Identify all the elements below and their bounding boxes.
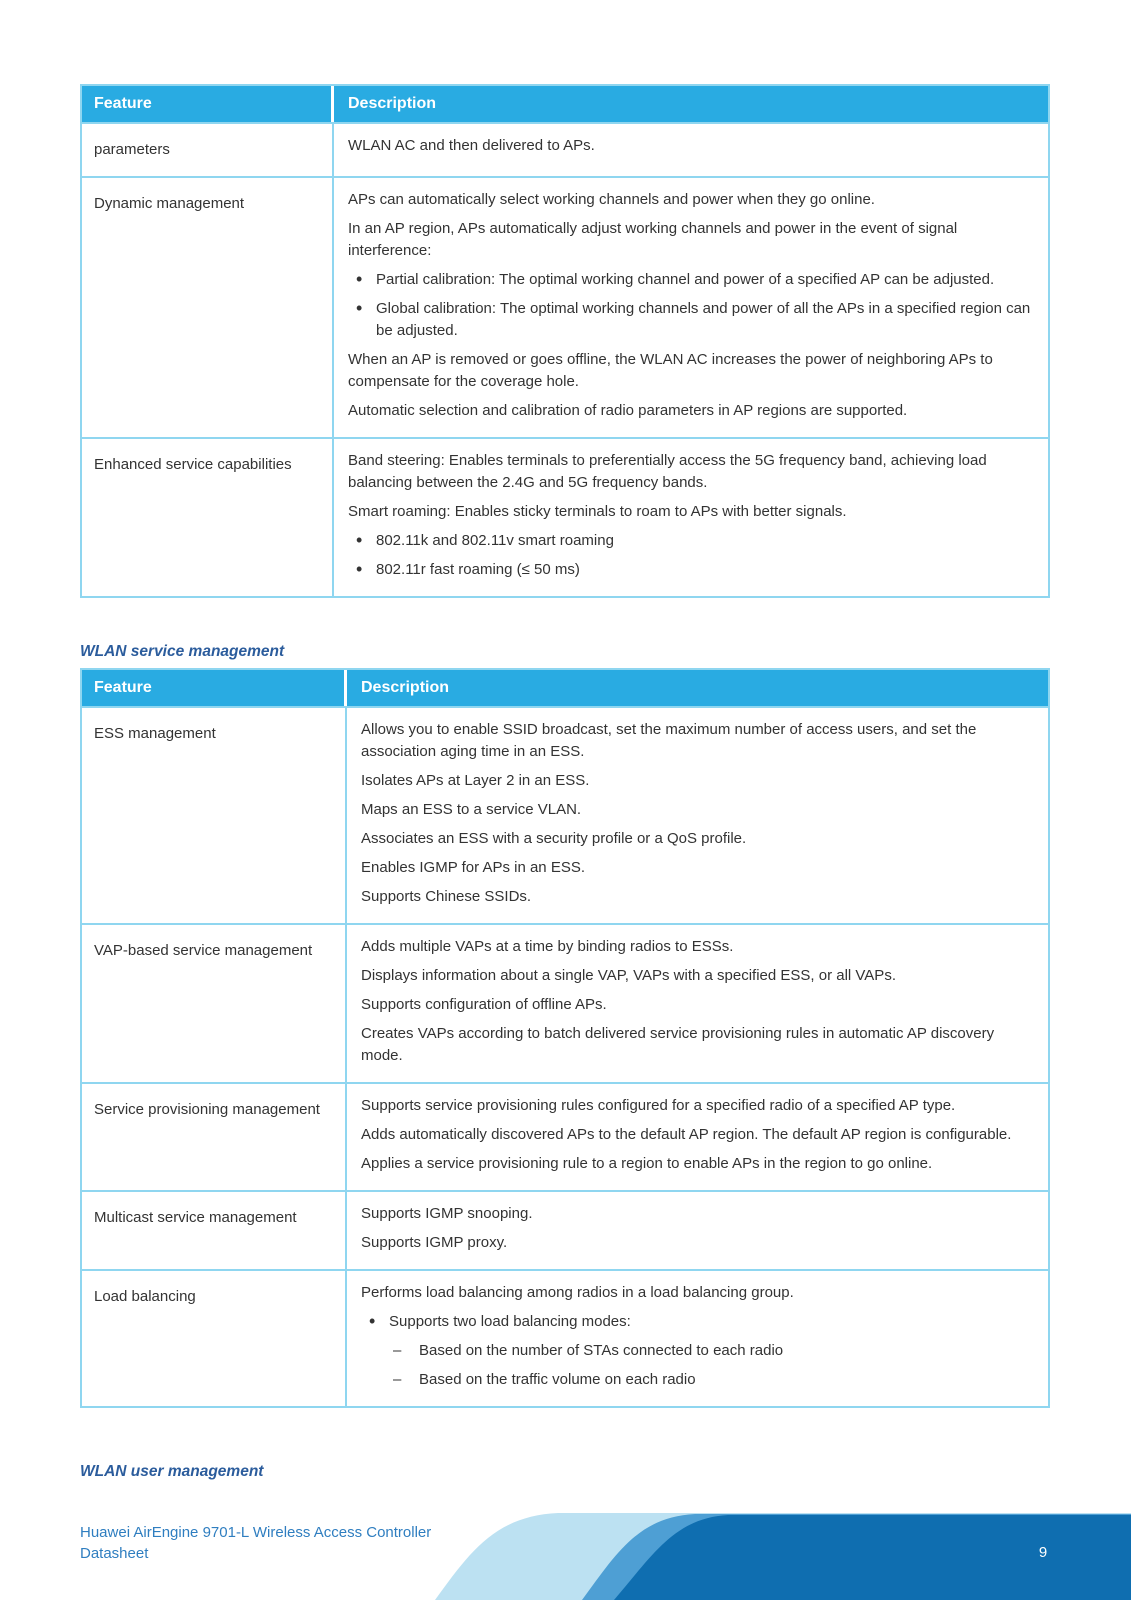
description-paragraph: Allows you to enable SSID broadcast, set the maximum number of access users, and set the association aging time in an ESS. xyxy=(361,721,977,760)
column-header-description: Description xyxy=(347,670,1048,706)
feature-cell xyxy=(82,1192,347,1269)
description-paragraph: Displays information about a single VAP, VAPs with a specified ESS, or all VAPs. xyxy=(361,967,896,984)
feature-cell xyxy=(82,178,334,437)
description-paragraph: When an AP is removed or goes offline, the WLAN AC increases the power of neighboring APs to compensate for the coverage hole. xyxy=(348,351,993,390)
description-paragraph: Automatic selection and calibration of radio parameters in AP regions are supported. xyxy=(348,402,908,419)
description-cell xyxy=(347,1084,1048,1190)
footer-title-line2: Datasheet xyxy=(80,1545,149,1562)
description-paragraph: Applies a service provisioning rule to a region to enable APs in the region to go online. xyxy=(361,1155,933,1172)
feature-label: Dynamic management xyxy=(94,195,245,212)
feature-cell xyxy=(82,439,334,596)
footer-document-title xyxy=(80,1522,431,1564)
table-row xyxy=(82,923,1048,1082)
footer-title-line1: Huawei AirEngine 9701-L Wireless Access Controller xyxy=(80,1524,432,1541)
column-header-feature: Feature xyxy=(82,86,334,122)
description-paragraph: Supports Chinese SSIDs. xyxy=(361,888,532,905)
column-header-description: Description xyxy=(334,86,1048,122)
table-header-row xyxy=(82,86,1048,122)
feature-label: VAP-based service management xyxy=(94,942,313,959)
description-cell xyxy=(334,439,1048,596)
feature-cell xyxy=(82,708,347,923)
description-paragraph: Band steering: Enables terminals to preferentially access the 5G frequency band, achieving load balancing between the 2.4G and 5G frequency bands. xyxy=(348,452,987,491)
table-row xyxy=(82,1082,1048,1190)
description-paragraph: WLAN AC and then delivered to APs. xyxy=(348,137,595,154)
description-paragraph: Adds automatically discovered APs to the default AP region. The default AP region is configurable. xyxy=(361,1126,1012,1143)
table-row xyxy=(82,176,1048,437)
column-header-feature: Feature xyxy=(82,670,347,706)
description-cell xyxy=(347,708,1048,923)
description-paragraph: In an AP region, APs automatically adjust working channels and power in the event of signal interference: xyxy=(348,220,958,259)
table-row xyxy=(82,122,1048,176)
description-bullet: • 802.11k and 802.11v smart roaming xyxy=(348,530,1034,552)
feature-label: Multicast service management xyxy=(94,1209,297,1226)
table-row xyxy=(82,1190,1048,1269)
description-sub-item: – Based on the traffic volume on each radio xyxy=(361,1369,1034,1391)
page-number: 9 xyxy=(1038,1544,1048,1561)
feature-label: parameters xyxy=(94,141,170,158)
description-bullet: • Global calibration: The optimal working channels and power of all the APs in a specified region can be adjusted. xyxy=(348,298,1034,342)
description-paragraph: Adds multiple VAPs at a time by binding radios to ESSs. xyxy=(361,938,734,955)
description-paragraph: Enables IGMP for APs in an ESS. xyxy=(361,859,586,876)
description-paragraph: Supports configuration of offline APs. xyxy=(361,996,607,1013)
description-cell xyxy=(347,1192,1048,1269)
feature-cell xyxy=(82,1271,347,1406)
description-bullet: • Supports two load balancing modes: xyxy=(361,1311,1034,1333)
feature-cell xyxy=(82,124,334,176)
feature-table-1 xyxy=(80,84,1050,598)
description-paragraph: Associates an ESS with a security profile or a QoS profile. xyxy=(361,830,747,847)
section-heading-wlan-user-management: WLAN user management xyxy=(80,1463,264,1480)
description-paragraph: Supports service provisioning rules configured for a specified radio of a specified AP type. xyxy=(361,1097,956,1114)
description-bullet: • Partial calibration: The optimal working channel and power of a specified AP can be adjusted. xyxy=(348,269,1034,291)
description-cell xyxy=(334,178,1048,437)
description-paragraph: APs can automatically select working channels and power when they go online. xyxy=(348,191,875,208)
footer-wave-graphic xyxy=(400,1490,1131,1600)
description-paragraph: Supports IGMP proxy. xyxy=(361,1234,508,1251)
table-row xyxy=(82,1269,1048,1406)
feature-cell xyxy=(82,925,347,1082)
description-cell xyxy=(334,124,1048,176)
section-heading-wlan-service-management: WLAN service management xyxy=(80,643,285,660)
description-sub-item: – Based on the number of STAs connected to each radio xyxy=(361,1340,1034,1362)
description-paragraph: Performs load balancing among radios in a load balancing group. xyxy=(361,1284,794,1301)
table-row xyxy=(82,706,1048,923)
description-paragraph: Isolates APs at Layer 2 in an ESS. xyxy=(361,772,590,789)
feature-label: Enhanced service capabilities xyxy=(94,456,292,473)
table-header-row xyxy=(82,670,1048,706)
feature-label: Load balancing xyxy=(94,1288,196,1305)
description-paragraph: Creates VAPs according to batch delivered service provisioning rules in automatic AP discovery mode. xyxy=(361,1025,995,1064)
feature-label: ESS management xyxy=(94,725,216,742)
description-cell xyxy=(347,1271,1048,1406)
description-paragraph: Maps an ESS to a service VLAN. xyxy=(361,801,582,818)
description-paragraph: Smart roaming: Enables sticky terminals to roam to APs with better signals. xyxy=(348,503,847,520)
description-cell xyxy=(347,925,1048,1082)
description-paragraph: Supports IGMP snooping. xyxy=(361,1205,533,1222)
feature-table-2 xyxy=(80,668,1050,1408)
table-row xyxy=(82,437,1048,596)
description-bullet: • 802.11r fast roaming (≤ 50 ms) xyxy=(348,559,1034,581)
feature-label: Service provisioning management xyxy=(94,1101,320,1118)
feature-cell xyxy=(82,1084,347,1190)
